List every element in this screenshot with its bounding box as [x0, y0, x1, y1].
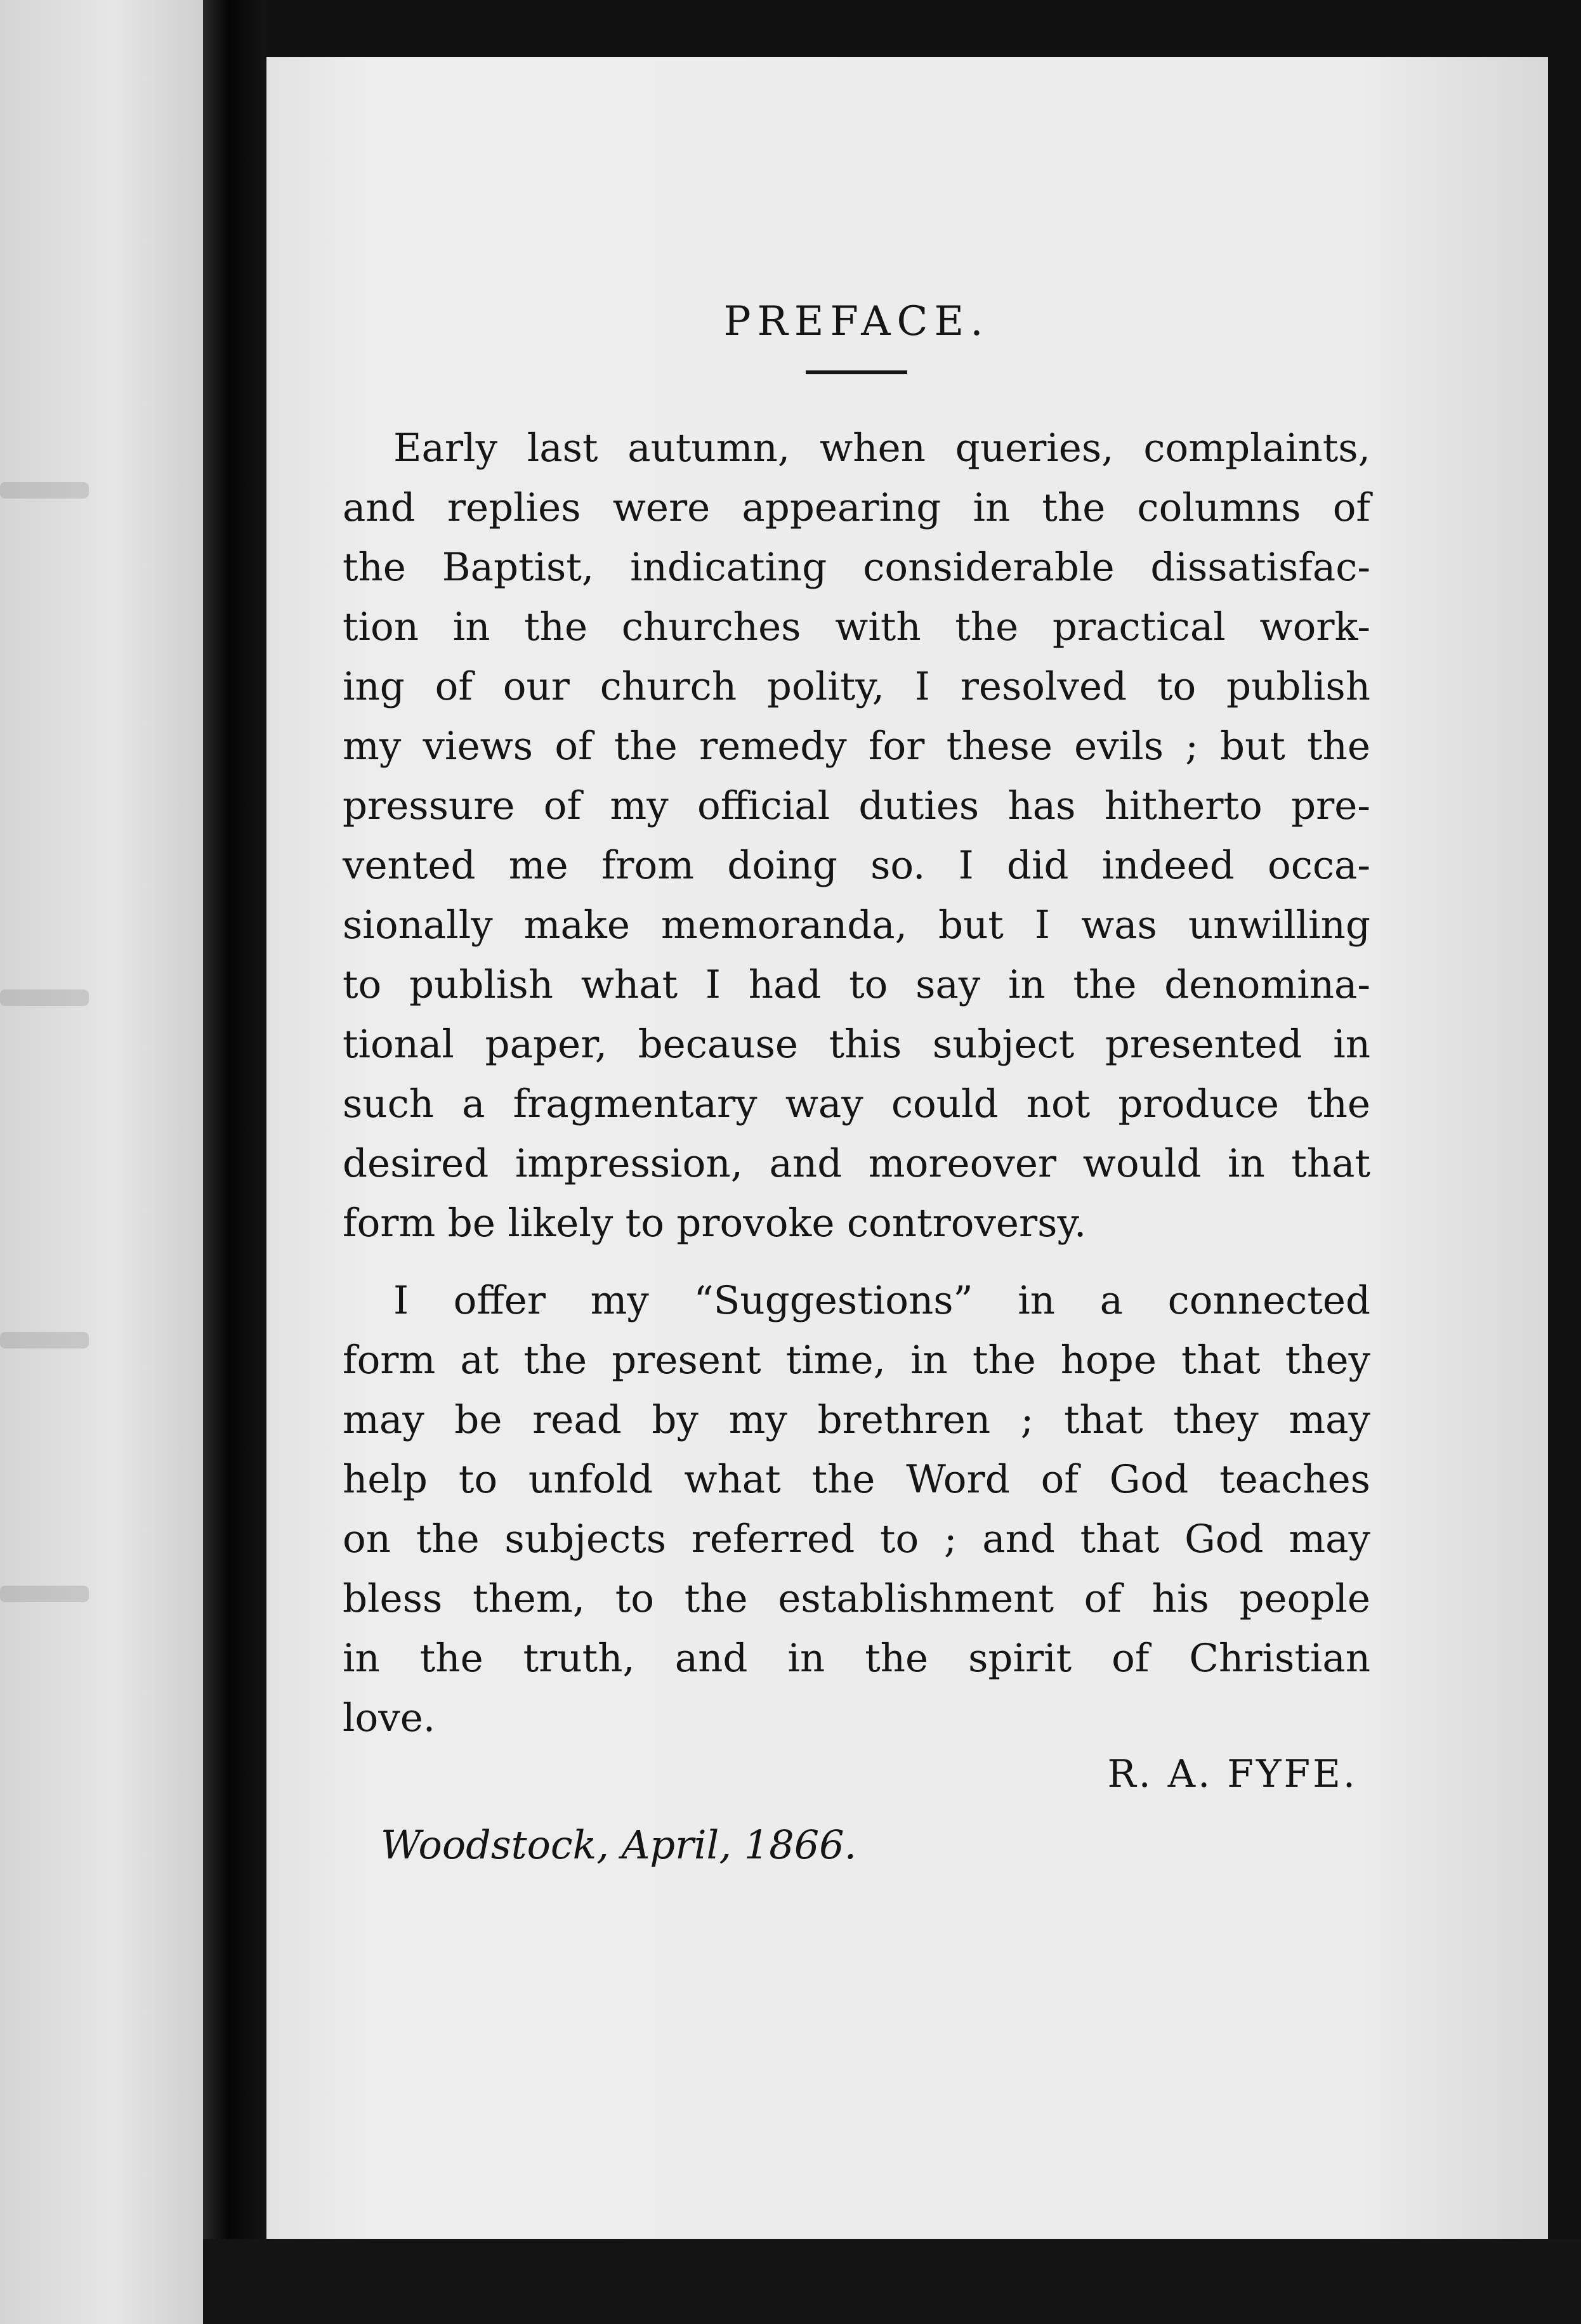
facing-page-bleed [0, 482, 89, 499]
text-line: ing of our church polity, I resolved to publish [343, 664, 1370, 709]
title-rule [806, 370, 907, 374]
scan-border-bottom [203, 2239, 1581, 2324]
text-line: such a fragmentary way could not produce the [343, 1081, 1370, 1126]
text-line: bless them, to the establishment of his people [343, 1576, 1370, 1621]
text-line: the Baptist, indicating considerable dissatisfac- [343, 545, 1370, 590]
text-line: Early last autumn, when queries, complaints, [393, 426, 1370, 471]
facing-page-bleed [0, 989, 89, 1006]
preface-paragraph-1 [343, 419, 1370, 1253]
facing-page-edge [0, 0, 203, 2324]
text-line: form at the present time, in the hope that they [343, 1338, 1370, 1383]
text-line: tion in the churches with the practical work- [343, 604, 1370, 650]
text-line: vented me from doing so. I did indeed occa- [343, 843, 1370, 888]
author-signature: R. A. FYFE. [1107, 1752, 1358, 1796]
text-line: love. [343, 1695, 436, 1740]
text-line: my views of the remedy for these evils ; but the [343, 724, 1370, 769]
text-line: and replies were appearing in the columns of [343, 485, 1370, 530]
text-line: tional paper, because this subject presented in [343, 1022, 1370, 1067]
place-and-date: Woodstock, April, 1866. [381, 1822, 857, 1868]
facing-page-bleed [0, 1586, 89, 1602]
text-line: help to unfold what the Word of God teaches [343, 1457, 1370, 1502]
text-line: to publish what I had to say in the denomina- [343, 962, 1370, 1007]
text-line: pressure of my official duties has hitherto pre- [343, 783, 1370, 828]
text-line: I offer my “Suggestions” in a connected [393, 1278, 1370, 1323]
page-text [343, 298, 1370, 1868]
text-line: form be likely to provoke controversy. [343, 1201, 1087, 1246]
text-line: desired impression, and moreover would in that [343, 1141, 1370, 1186]
book-gutter [203, 0, 266, 2324]
text-line: sionally make memoranda, but I was unwilling [343, 903, 1370, 948]
text-line: may be read by my brethren ; that they may [343, 1397, 1370, 1442]
scan-border-right [1548, 0, 1581, 2324]
page-title: PREFACE. [723, 298, 990, 345]
facing-page-bleed [0, 1332, 89, 1348]
text-line: on the subjects referred to ; and that God may [343, 1517, 1370, 1562]
preface-paragraph-2 [343, 1271, 1370, 1748]
text-line: in the truth, and in the spirit of Christian [343, 1636, 1370, 1681]
